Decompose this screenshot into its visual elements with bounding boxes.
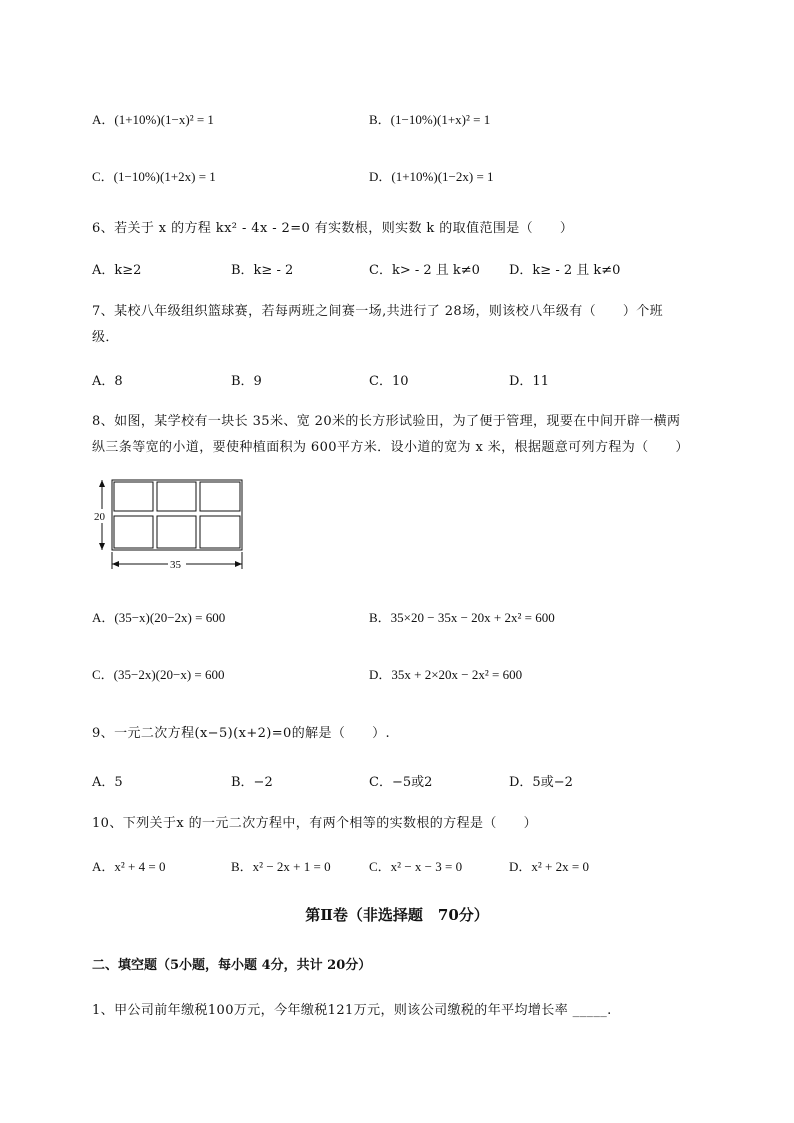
q8-stem-line1: 8、如图，某学校有一块长 35米、宽 20米的长方形试验田，为了便于管理，现要在中间开辟一横两 [92, 414, 681, 429]
q6-option-a: A．k≥2 [92, 263, 142, 278]
part2-heading: 第Ⅱ卷（非选择题 70分） [305, 906, 489, 924]
q5-option-b: B．(1−10%)(1+x)² = 1 [369, 112, 491, 127]
plot [200, 482, 240, 511]
q7-option-b: B．9 [231, 374, 262, 389]
q6-option-d: D．k≥ - 2 且 k≠0 [509, 263, 621, 278]
q9-option-a: A．5 [92, 775, 123, 790]
q10-option-d: D．x² + 2x = 0 [509, 859, 589, 874]
q8-option-d: D．35x + 2×20x − 2x² = 600 [369, 667, 523, 682]
q5-option-d: D．(1+10%)(1−2x) = 1 [369, 169, 494, 184]
q6-option-c: C．k> - 2 且 k≠0 [369, 263, 480, 278]
q10-option-a: A．x² + 4 = 0 [92, 859, 166, 874]
q9-option-b: B．−2 [231, 775, 273, 790]
q7-stem-line2: 级． [92, 330, 119, 345]
height-label: 20 [94, 511, 105, 523]
q8-option-b: B．35×20 − 35x − 20x + 2x² = 600 [369, 610, 555, 625]
q10-option-b: B．x² − 2x + 1 = 0 [231, 859, 331, 874]
width-label: 35 [170, 559, 181, 571]
q8-option-a: A．(35−x)(20−2x) = 600 [92, 610, 226, 625]
section-title: 二、填空题（5小题，每小题 4分，共计 20分） [92, 958, 372, 973]
field-diagram [90, 472, 250, 576]
q10-stem: 10、下列关于x 的一元二次方程中，有两个相等的实数根的方程是（ ） [92, 816, 538, 831]
q6-stem: 6、若关于 x 的方程 kx² - 4x - 2=0 有实数根，则实数 k 的取值范围是（ ） [92, 221, 574, 236]
q7-option-c: C．10 [369, 374, 409, 389]
plot [157, 516, 196, 548]
q8-option-c: C．(35−2x)(20−x) = 600 [92, 667, 225, 682]
q7-option-a: A．8 [92, 374, 123, 389]
field-outer-boundary [112, 480, 242, 550]
plot [114, 516, 153, 548]
height-arrow-top [99, 480, 105, 487]
q7-stem-line1: 7、某校八年级组织篮球赛，若每两班之间赛一场,共进行了 28场，则该校八年级有（ ）个班 [92, 304, 664, 319]
plot [114, 482, 153, 511]
q7-option-d: D．11 [509, 374, 549, 389]
width-arrow-right [235, 561, 242, 567]
q9-option-c: C．−5或2 [369, 775, 433, 790]
width-arrow-left [112, 561, 119, 567]
height-arrow-bottom [99, 543, 105, 550]
q5-option-a: A．(1+10%)(1−x)² = 1 [92, 112, 214, 127]
q5-option-c: C．(1−10%)(1+2x) = 1 [92, 169, 216, 184]
plot [157, 482, 196, 511]
q9-stem: 9、一元二次方程(x−5)(x+2)=0的解是（ ）. [92, 726, 391, 741]
q9-option-d: D．5或−2 [509, 775, 573, 790]
plot [200, 516, 240, 548]
fill-question-1: 1、甲公司前年缴税100万元，今年缴税121万元，则该公司缴税的年平均增长率 _____. [92, 1003, 612, 1018]
q8-stem-line2: 纵三条等宽的小道，要使种植面积为 600平方米．设小道的宽为 x 米，根据题意可列方程为（ ） [92, 440, 689, 455]
q10-option-c: C．x² − x − 3 = 0 [369, 859, 463, 874]
q6-option-b: B．k≥ - 2 [231, 263, 294, 278]
